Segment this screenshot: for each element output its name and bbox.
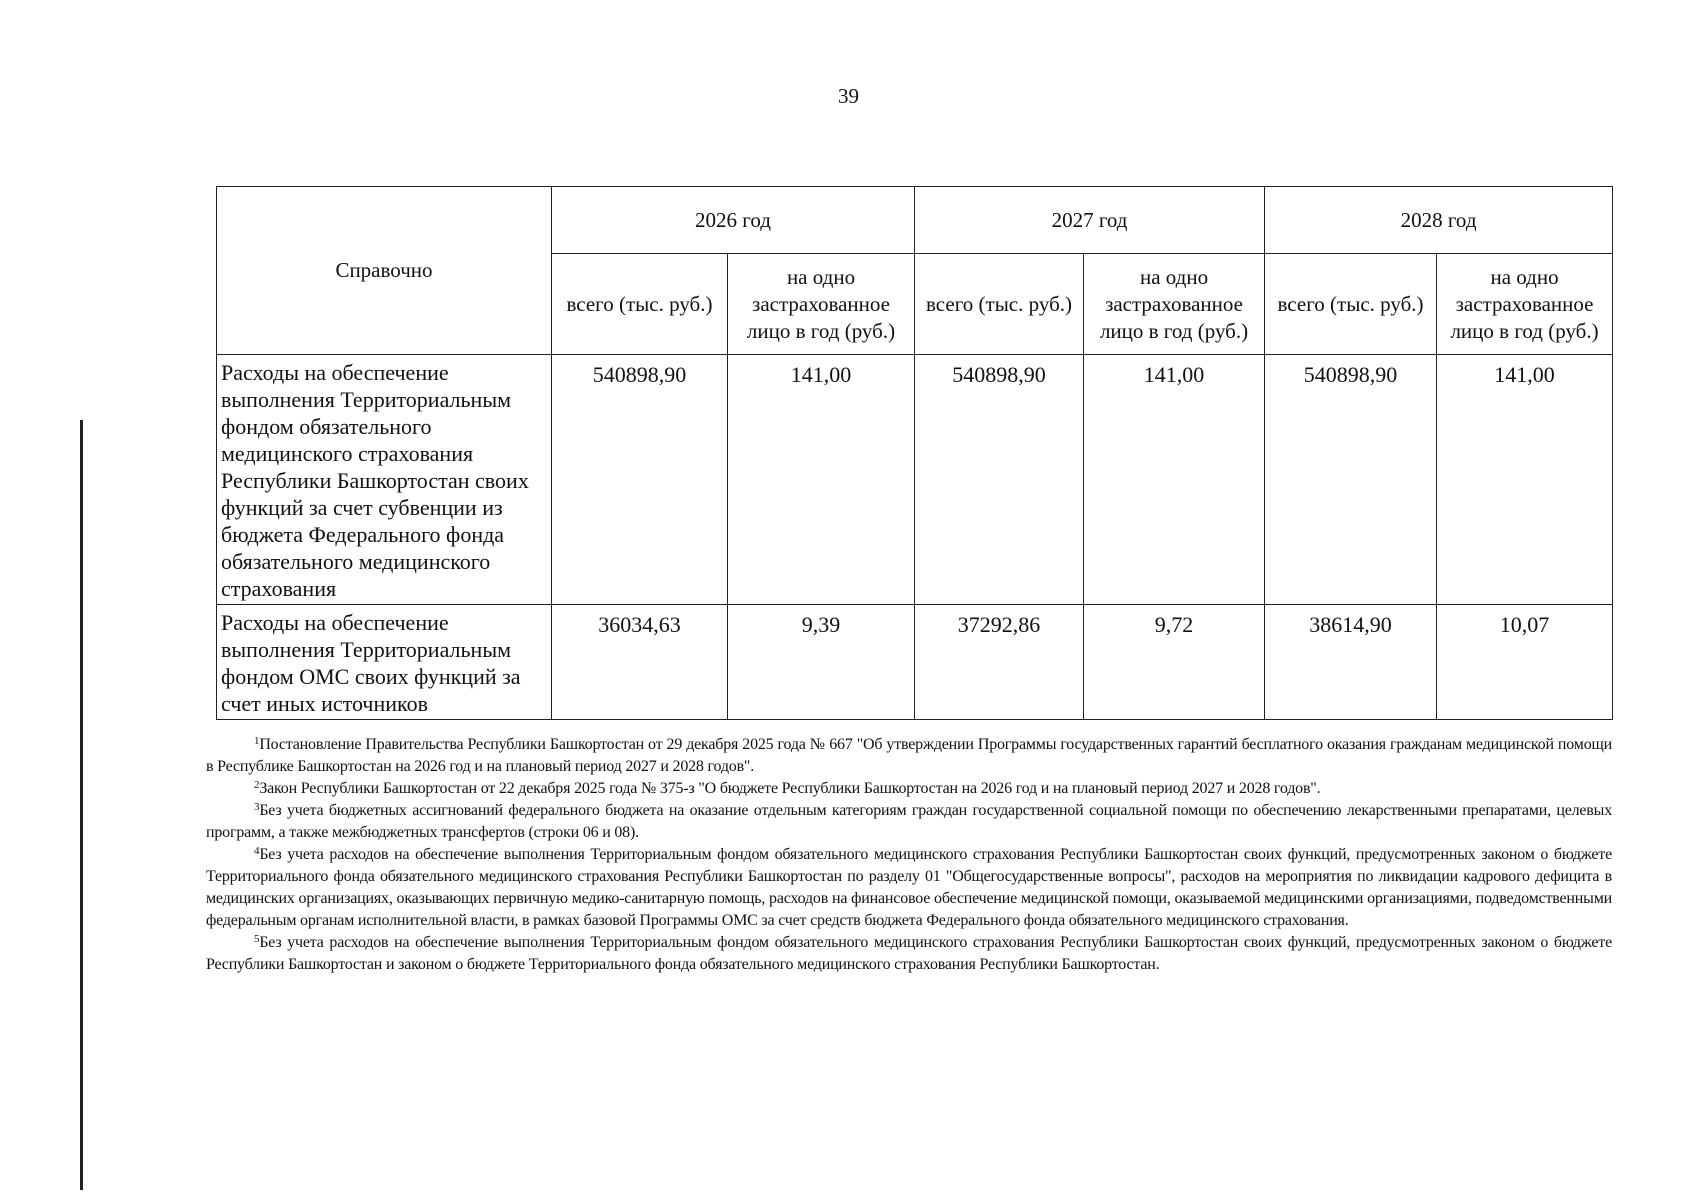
cell-value: 9,39: [728, 605, 915, 720]
subheader-per-person-2026: на одно застрахованное лицо в год (руб.): [728, 254, 915, 355]
cell-value: 540898,90: [552, 355, 728, 605]
footnote-text: Без учета расходов на обеспечение выполнения Территориальным фондом обязательного медицинского страхования Республики Башкортостан своих функций, предусмотренных законом о бюджете Территориального фонда обязательного медицинского страхования Республики Башкортостан по разделу 01 "Общегосударственные вопросы", расходов на мероприятия по ликвидации кадрового дефицита в медицинских организациях, оказывающих первичную медико-санитарную помощь, расходов на финансовое обеспечение медицинской помощи, оказываемой медицинскими организациями, подведомственными федеральным органам исполнительной власти, в рамках базовой Программы ОМС за счет средств бюджета Федерального фонда обязательного медицинского страхования.: [206, 846, 1612, 929]
footnote-mark: 4: [254, 845, 260, 857]
cell-value: 141,00: [1437, 355, 1613, 605]
footnote-mark: 1: [254, 735, 260, 747]
year-header-2027: 2027 год: [915, 187, 1265, 254]
binding-line: [80, 420, 83, 1190]
footnote: [206, 778, 1612, 800]
footnote: [206, 932, 1612, 976]
year-header-2028: 2028 год: [1265, 187, 1613, 254]
cell-value: 10,07: [1437, 605, 1613, 720]
cell-value: 37292,86: [915, 605, 1084, 720]
year-header-2026: 2026 год: [552, 187, 915, 254]
cell-value: 36034,63: [552, 605, 728, 720]
subheader-total-2026: всего (тыс. руб.): [552, 254, 728, 355]
footnote-text: Без учета бюджетных ассигнований федерального бюджета на оказание отдельным категориям граждан государственной социальной помощи по обеспечению лекарственными препаратами, целевых программ, а также межбюджетных трансфертов (строки 06 и 08).: [206, 802, 1612, 841]
header-label-cell: Справочно: [217, 187, 552, 355]
footnote-mark: 3: [254, 801, 260, 813]
table-header-row-years: [217, 187, 1613, 254]
table-row: [217, 605, 1613, 720]
subheader-per-person-2027: на одно застрахованное лицо в год (руб.): [1084, 254, 1265, 355]
subheader-total-2028: всего (тыс. руб.): [1265, 254, 1437, 355]
subheader-total-2027: всего (тыс. руб.): [915, 254, 1084, 355]
footnote-text: Без учета расходов на обеспечение выполнения Территориальным фондом обязательного медицинского страхования Республики Башкортостан своих функций, предусмотренных законом о бюджете Республики Башкортостан и законом о бюджете Территориального фонда обязательного медицинского страхования Республики Башкортостан.: [206, 934, 1612, 973]
table-row: [217, 355, 1613, 605]
footnotes: [206, 734, 1612, 976]
footnote: [206, 800, 1612, 844]
subheader-per-person-2028: на одно застрахованное лицо в год (руб.): [1437, 254, 1613, 355]
cell-value: 141,00: [728, 355, 915, 605]
cell-value: 540898,90: [1265, 355, 1437, 605]
footnote: [206, 844, 1612, 932]
footnote-text: Постановление Правительства Республики Башкортостан от 29 декабря 2025 года № 667 "Об утверждении Программы государственных гарантий бесплатного оказания гражданам медицинской помощи в Республике Башкортостан на 2026 год и на плановый период 2027 и 2028 годов".: [206, 736, 1612, 775]
cell-value: 540898,90: [915, 355, 1084, 605]
reference-table: [216, 186, 1613, 720]
footnote-mark: 2: [254, 779, 260, 791]
cell-value: 141,00: [1084, 355, 1265, 605]
page-number: 39: [838, 84, 859, 108]
row-label: Расходы на обеспечение выполнения Территориальным фондом обязательного медицинского страхования Республики Башкортостан своих функций за счет субвенции из бюджета Федерального фонда обязательного медицинского страхования: [217, 355, 552, 605]
cell-value: 9,72: [1084, 605, 1265, 720]
footnote-text: Закон Республики Башкортостан от 22 декабря 2025 года № 375-з "О бюджете Республики Башкортостан на 2026 год и на плановый период 2027 и 2028 годов".: [259, 780, 1321, 797]
cell-value: 38614,90: [1265, 605, 1437, 720]
row-label: Расходы на обеспечение выполнения Территориальным фондом ОМС своих функций за счет иных источников: [217, 605, 552, 720]
footnote-mark: 5: [254, 933, 260, 945]
footnote: [206, 734, 1612, 778]
